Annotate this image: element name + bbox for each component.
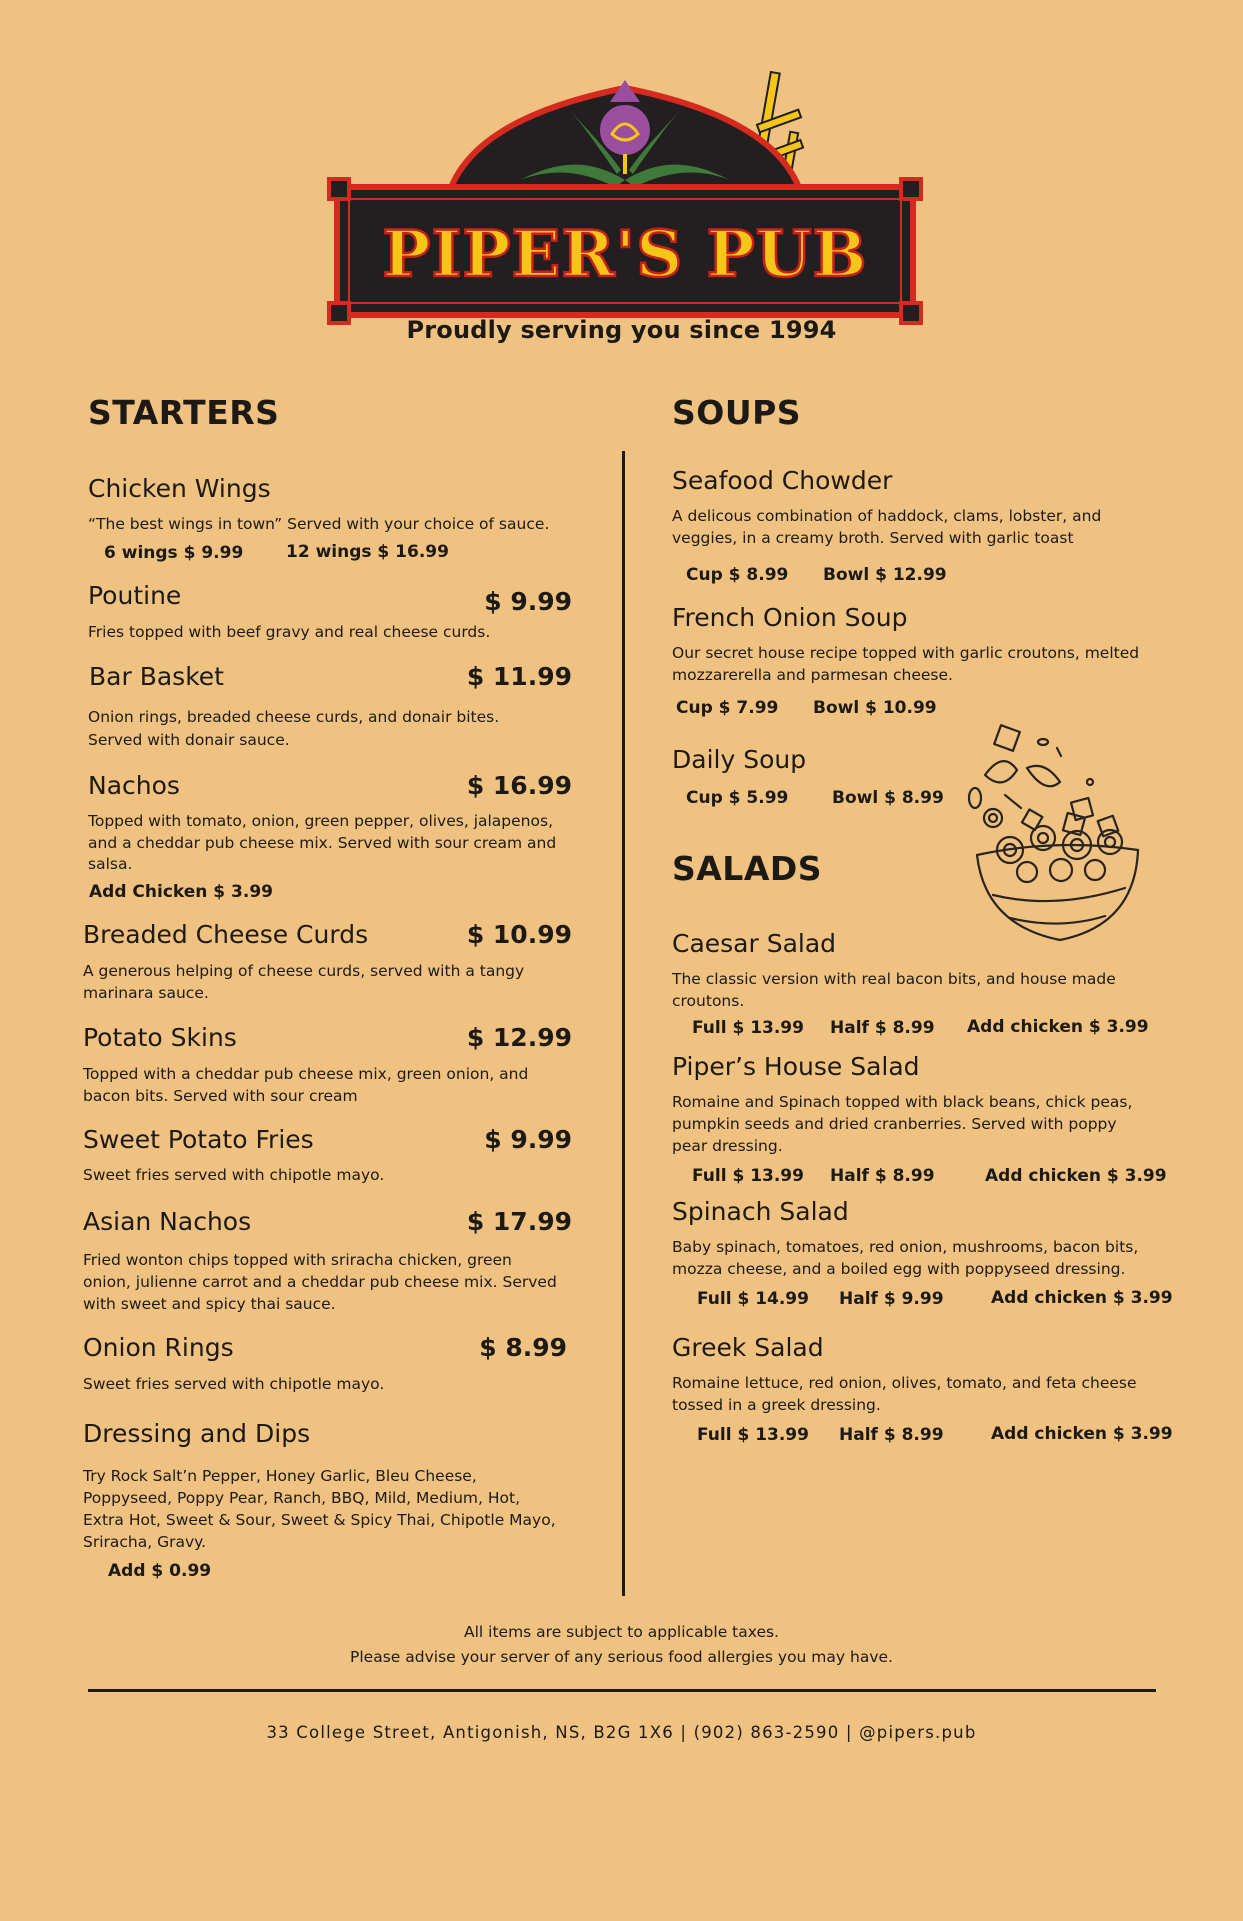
item-description: Extra Hot, Sweet & Sour, Sweet & Spicy Thai, Chipotle Mayo, bbox=[83, 1511, 556, 1529]
item-option-full: Full $ 14.99 bbox=[697, 1289, 809, 1309]
item-description: marinara sauce. bbox=[83, 984, 209, 1002]
item-addon: Add chicken $ 3.99 bbox=[991, 1288, 1173, 1308]
starters-title: STARTERS bbox=[88, 393, 280, 432]
item-description: A generous helping of cheese curds, served with a tangy bbox=[83, 962, 525, 980]
item-description: Topped with a cheddar pub cheese mix, green onion, and bbox=[83, 1065, 529, 1083]
item-description: Sriracha, Gravy. bbox=[83, 1533, 207, 1551]
pub-logo bbox=[325, 62, 925, 327]
item-name: Sweet Potato Fries bbox=[83, 1125, 314, 1154]
item-description: salsa. bbox=[88, 855, 133, 873]
salad-bowl-icon bbox=[965, 720, 1150, 955]
item-option-half: Half $ 8.99 bbox=[839, 1425, 944, 1445]
item-description: Baby spinach, tomatoes, red onion, mushrooms, bacon bits, bbox=[672, 1238, 1139, 1256]
item-description: Fries topped with beef gravy and real cheese curds. bbox=[88, 623, 491, 641]
item-description: Romaine and Spinach topped with black beans, chick peas, bbox=[672, 1093, 1133, 1111]
allergy-note: Please advise your server of any serious food allergies you may have. bbox=[350, 1648, 893, 1666]
item-description: The classic version with real bacon bits, and house made bbox=[672, 970, 1116, 988]
contact-info: 33 College Street, Antigonish, NS, B2G 1X6 | (902) 863-2590 | @pipers.pub bbox=[266, 1723, 977, 1742]
footer-divider bbox=[88, 1689, 1156, 1692]
item-description: pear dressing. bbox=[672, 1137, 783, 1155]
item-description: Sweet fries served with chipotle mayo. bbox=[83, 1375, 385, 1393]
item-option-half: Half $ 8.99 bbox=[830, 1018, 935, 1038]
item-option-half: Half $ 8.99 bbox=[830, 1166, 935, 1186]
item-description: mozzarerella and parmesan cheese. bbox=[672, 666, 953, 684]
item-price: $ 11.99 bbox=[466, 662, 572, 691]
item-option-cup: Cup $ 8.99 bbox=[686, 565, 789, 585]
item-description: Fried wonton chips topped with sriracha chicken, green bbox=[83, 1251, 512, 1269]
item-option-full: Full $ 13.99 bbox=[697, 1425, 809, 1445]
item-price: $ 9.99 bbox=[484, 587, 572, 616]
item-description: veggies, in a creamy broth. Served with garlic toast bbox=[672, 529, 1074, 547]
item-option-full: Full $ 13.99 bbox=[692, 1018, 804, 1038]
item-name: Seafood Chowder bbox=[672, 466, 893, 495]
item-name: Dressing and Dips bbox=[83, 1419, 311, 1448]
item-description: and a cheddar pub cheese mix. Served with sour cream and bbox=[88, 834, 557, 852]
item-description: Served with donair sauce. bbox=[88, 731, 290, 749]
item-option: 6 wings $ 9.99 bbox=[104, 543, 244, 563]
item-option-bowl: Bowl $ 8.99 bbox=[832, 788, 944, 808]
item-description: Poppyseed, Poppy Pear, Ranch, BBQ, Mild, Medium, Hot, bbox=[83, 1489, 521, 1507]
item-description: Our secret house recipe topped with garlic croutons, melted bbox=[672, 644, 1140, 662]
item-price: $ 16.99 bbox=[466, 771, 572, 800]
item-name: Bar Basket bbox=[89, 662, 224, 691]
item-price: $ 9.99 bbox=[484, 1125, 572, 1154]
logo-graphic bbox=[325, 62, 925, 327]
item-addon: Add Chicken $ 3.99 bbox=[89, 882, 273, 902]
item-name: Caesar Salad bbox=[672, 929, 837, 958]
item-name: Asian Nachos bbox=[83, 1207, 252, 1236]
logo-wordmark: PIPER'S PUB bbox=[382, 217, 868, 292]
item-addon: Add chicken $ 3.99 bbox=[985, 1166, 1167, 1186]
item-description: croutons. bbox=[672, 992, 745, 1010]
item-price: $ 12.99 bbox=[466, 1023, 572, 1052]
item-name: Chicken Wings bbox=[88, 474, 271, 503]
item-description: A delicous combination of haddock, clams, lobster, and bbox=[672, 507, 1102, 525]
soups-title: SOUPS bbox=[672, 393, 802, 432]
item-option-bowl: Bowl $ 12.99 bbox=[823, 565, 947, 585]
item-description: bacon bits. Served with sour cream bbox=[83, 1087, 358, 1105]
item-option-cup: Cup $ 7.99 bbox=[676, 698, 779, 718]
item-name: Daily Soup bbox=[672, 745, 807, 774]
item-name: Breaded Cheese Curds bbox=[83, 920, 369, 949]
item-description: “The best wings in town” Served with your choice of sauce. bbox=[88, 515, 550, 533]
item-description: with sweet and spicy thai sauce. bbox=[83, 1295, 336, 1313]
item-name: Poutine bbox=[88, 581, 182, 610]
item-price: $ 10.99 bbox=[466, 920, 572, 949]
item-description: Try Rock Salt’n Pepper, Honey Garlic, Bleu Cheese, bbox=[83, 1467, 477, 1485]
item-description: pumpkin seeds and dried cranberries. Served with poppy bbox=[672, 1115, 1117, 1133]
item-description: onion, julienne carrot and a cheddar pub cheese mix. Served bbox=[83, 1273, 557, 1291]
item-addon: Add $ 0.99 bbox=[108, 1561, 212, 1581]
item-description: Romaine lettuce, red onion, olives, tomato, and feta cheese bbox=[672, 1374, 1137, 1392]
item-option-cup: Cup $ 5.99 bbox=[686, 788, 789, 808]
item-price: $ 17.99 bbox=[466, 1207, 572, 1236]
item-name: Onion Rings bbox=[83, 1333, 234, 1362]
item-option-bowl: Bowl $ 10.99 bbox=[813, 698, 937, 718]
item-name: Piper’s House Salad bbox=[672, 1052, 920, 1081]
item-option: 12 wings $ 16.99 bbox=[286, 542, 449, 562]
item-description: tossed in a greek dressing. bbox=[672, 1396, 881, 1414]
item-price: $ 8.99 bbox=[479, 1333, 567, 1362]
tagline: Proudly serving you since 1994 bbox=[406, 316, 837, 344]
tax-note: All items are subject to applicable taxes. bbox=[464, 1623, 779, 1641]
item-name: French Onion Soup bbox=[672, 603, 908, 632]
item-name: Greek Salad bbox=[672, 1333, 824, 1362]
item-addon: Add chicken $ 3.99 bbox=[991, 1424, 1173, 1444]
item-name: Potato Skins bbox=[83, 1023, 237, 1052]
item-name: Nachos bbox=[88, 771, 180, 800]
salads-title: SALADS bbox=[672, 849, 823, 888]
item-addon: Add chicken $ 3.99 bbox=[967, 1017, 1149, 1037]
item-description: Onion rings, breaded cheese curds, and donair bites. bbox=[88, 708, 500, 726]
column-divider bbox=[622, 451, 625, 1596]
item-option-half: Half $ 9.99 bbox=[839, 1289, 944, 1309]
item-description: mozza cheese, and a boiled egg with poppyseed dressing. bbox=[672, 1260, 1126, 1278]
item-description: Topped with tomato, onion, green pepper, olives, jalapenos, bbox=[88, 812, 553, 830]
item-description: Sweet fries served with chipotle mayo. bbox=[83, 1166, 385, 1184]
item-name: Spinach Salad bbox=[672, 1197, 849, 1226]
item-option-full: Full $ 13.99 bbox=[692, 1166, 804, 1186]
